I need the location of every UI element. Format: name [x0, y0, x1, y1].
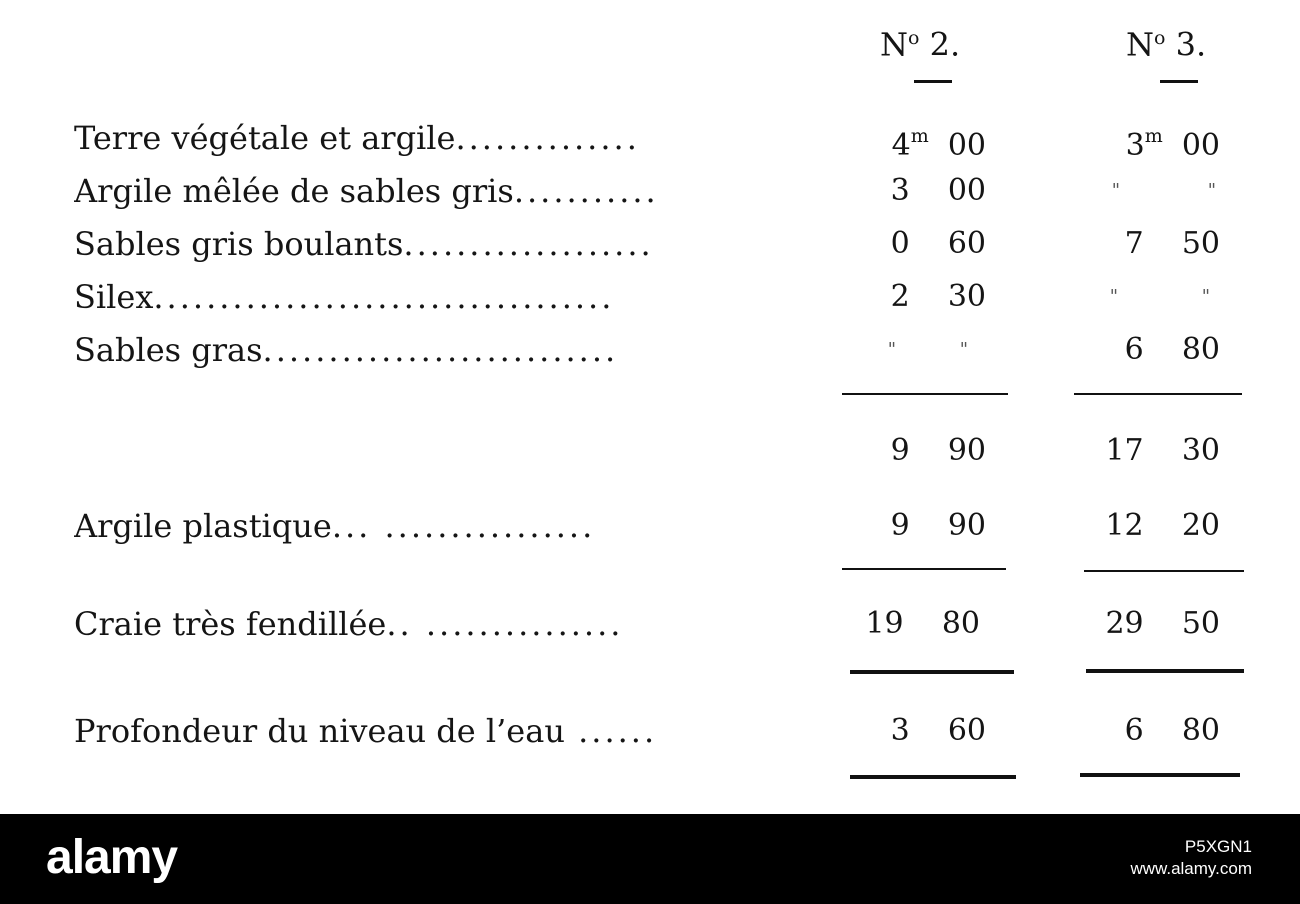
double-rule-no3: [1080, 773, 1240, 777]
row-value-no3: 29 50: [1105, 606, 1220, 641]
double-rule-no3: [1086, 669, 1244, 673]
watermark-footer: [0, 814, 1300, 904]
subtotal-no3: 17 30: [1105, 433, 1220, 468]
sum-rule-no3: [1074, 393, 1242, 395]
row-label: Sables gras...........................: [74, 331, 619, 369]
image-id: P5XGN1: [1184, 837, 1252, 856]
row-value-no2: 3 00: [890, 173, 986, 208]
row-value-no3: 6 80: [1124, 713, 1220, 748]
row-value-no2: 4$^m$ 00: [891, 125, 986, 163]
row-value-no2: 0 60: [890, 226, 986, 261]
row-label: Terre végétale et argile..............: [74, 119, 640, 157]
heading-dash-no2: [914, 80, 952, 83]
row-value-no2: 9 90: [890, 508, 986, 543]
row-label: Argile plastique... ................: [74, 507, 596, 545]
image-reference: [1130, 836, 1252, 880]
row-value-no2: 19 80: [865, 606, 980, 641]
sum-rule-no3: [1084, 570, 1244, 572]
ditto-mark: ": [1111, 180, 1120, 201]
column-heading-no2: $N^o$ 2.: [880, 25, 961, 64]
row-value-no3: 3$^m$ 00: [1125, 125, 1220, 163]
sum-rule-no2: [842, 568, 1006, 570]
row-value-no3: 12 20: [1105, 508, 1220, 543]
heading-dash-no3: [1160, 80, 1198, 83]
brand-logo: alamy: [46, 831, 178, 884]
ditto-mark: ": [1109, 286, 1118, 307]
subtotal-no2: 9 90: [890, 433, 986, 468]
ditto-mark: ": [1201, 286, 1210, 307]
site-url: www.alamy.com: [1130, 859, 1252, 878]
column-heading-no3: $N^o$ 3.: [1126, 25, 1207, 64]
row-value-no2: 2 30: [890, 279, 986, 314]
row-value-no3: 6 80: [1124, 332, 1220, 367]
row-label: Craie très fendillée.. ...............: [74, 605, 624, 643]
ditto-mark: ": [1207, 180, 1216, 201]
row-label: Profondeur du niveau de l’eau ......: [74, 712, 658, 750]
row-label: Silex...................................: [74, 278, 615, 316]
sum-rule-no2: [842, 393, 1008, 395]
ditto-mark: ": [959, 339, 968, 360]
ditto-mark: ": [887, 339, 896, 360]
row-label: Argile mêlée de sables gris...........: [74, 172, 659, 210]
row-label: Sables gris boulants...................: [74, 225, 654, 263]
double-rule-no2: [850, 775, 1016, 779]
double-rule-no2: [850, 670, 1014, 674]
row-value-no2: 3 60: [890, 713, 986, 748]
row-value-no3: 7 50: [1124, 226, 1220, 261]
